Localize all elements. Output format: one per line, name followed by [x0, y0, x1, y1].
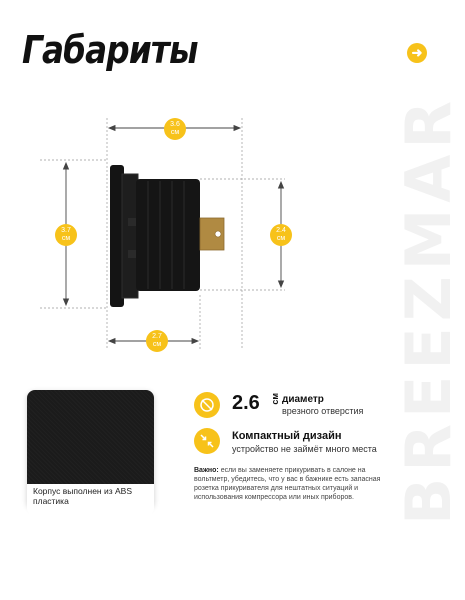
- dimension-unit: см: [276, 235, 286, 242]
- compress-arrows-icon: [194, 428, 220, 454]
- important-note: [194, 466, 394, 502]
- dimension-value: 2.4: [276, 227, 286, 234]
- compact-title: Компактный дизайн: [232, 430, 342, 442]
- socket-body: [110, 165, 224, 307]
- dimension-unit: см: [152, 341, 162, 348]
- dimension-badge-bottom: [146, 330, 168, 352]
- arrow-right-icon: ➜: [411, 45, 423, 60]
- dimension-badge-left: [55, 224, 77, 246]
- dimension-badge-right: [270, 224, 292, 246]
- dimension-value: 3.7: [61, 227, 71, 234]
- hole-diameter-subtitle: врезного отверстия: [282, 406, 364, 416]
- dimension-unit: см: [170, 129, 180, 136]
- dimension-value: 2.7: [152, 333, 162, 340]
- hole-diameter-title: диаметр: [282, 394, 324, 405]
- note-label: Важно:: [194, 467, 219, 474]
- material-caption: Корпус выполнен из ABS пластика: [27, 484, 154, 516]
- dimension-unit: см: [61, 235, 71, 242]
- note-text: если вы заменяете прикуривать в салоне на вольтметр, убедитесь, что у вас в бажнике есть запасная розетка прикуривателя для нештатных ситуаций и использования компрессора или иных приборов.: [194, 467, 381, 501]
- brand-watermark: BREEZMAR: [392, 94, 465, 526]
- dimension-badge-top: [164, 118, 186, 140]
- diameter-icon: [194, 392, 220, 418]
- dimension-value: 3.6: [170, 121, 180, 128]
- compact-subtitle: устройство не займёт много места: [232, 444, 377, 454]
- page-title: Габариты: [22, 28, 198, 72]
- hole-diameter-number: 2.6: [232, 392, 260, 414]
- hole-diameter-unit: см: [270, 393, 280, 405]
